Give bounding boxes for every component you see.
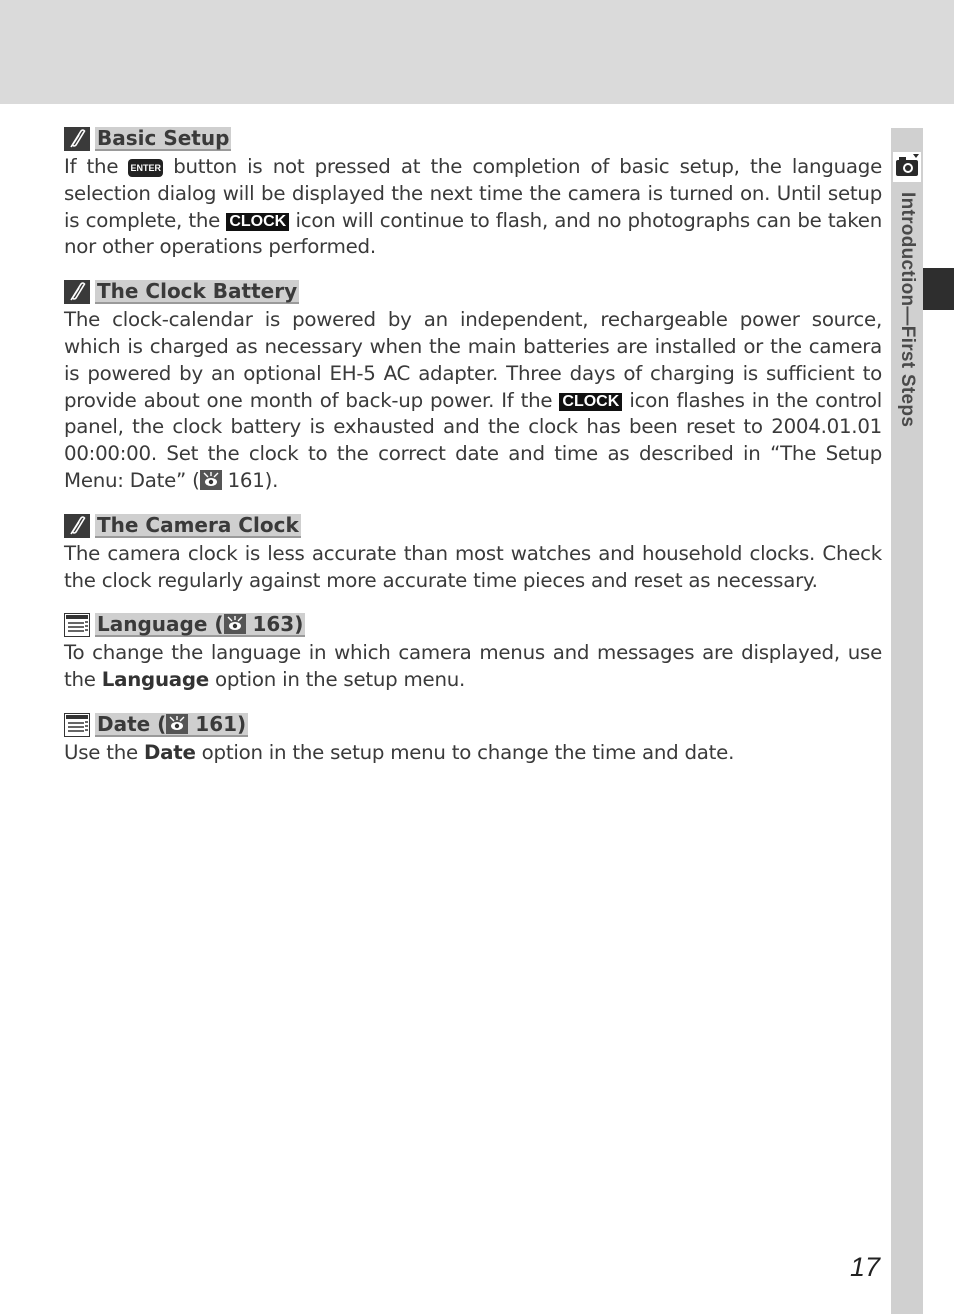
section-title [95,713,248,737]
section-body [64,154,882,261]
body-text: option in the setup menu. [208,668,466,692]
section-heading [64,513,882,539]
page-reference-icon [200,470,222,490]
pencil-note-icon [64,127,90,151]
page-reference-icon [166,714,188,734]
section-title: The Camera Clock [97,512,299,537]
section-camera-clock [64,513,882,595]
page-content [64,126,882,785]
menu-option-name: Language [101,668,209,692]
enter-button-icon: ENTER [128,159,163,177]
body-text: button is not pressed at the completion of basic setup, the language selection dialog will be displayed the next time the camera is turned on. Until setup is complete, the [64,155,882,232]
pencil-note-icon [64,514,90,538]
section-body [64,740,882,767]
section-clock-battery [64,279,882,495]
section-body: The camera clock is less accurate than most watches and household clocks. Check the clock regularly against more accurate time pieces and reset as necessary. [64,541,882,592]
section-heading [64,712,882,738]
title-text: Language ( [97,612,224,637]
clock-icon: CLOCK [559,393,622,411]
section-body [64,307,882,495]
setup-menu-icon [64,713,90,737]
body-text: option in the setup menu to change the time and date. [195,740,735,764]
menu-option-name: Date [144,740,196,764]
section-date [64,712,882,767]
pencil-note-icon [64,280,90,304]
section-body [64,640,882,694]
body-text: The clock-calendar is powered by an independent, rechargeable power source, which is charged as necessary when the main batteries are installed or the camera is powered by an optional EH-5 AC adapter. Three days of charging is sufficient to provide about one month of back-up power. If the [64,308,882,412]
setup-menu-icon [64,613,90,637]
camera-chapter-icon [893,152,921,182]
body-text: 161). [221,468,279,492]
body-text: icon flashes in the control panel, the clock battery is exhausted and the clock has been reset to 2004.01.01 00:00:00. Set the clock to the correct date and time as described in “The Setup Menu: Date” ( [64,388,882,492]
section-basic-setup [64,126,882,261]
title-text: 161) [188,711,247,736]
section-language [64,612,882,694]
page-number: 17 [850,1252,881,1282]
chapter-title: Introduction—First Steps [897,192,918,428]
section-title [95,613,305,637]
body-text: icon will continue to flash, and no photographs can be taken nor other operations performed. [64,208,882,259]
body-text: To change the language in which camera menus and messages are displayed, use the [64,641,882,692]
section-title: Basic Setup [97,126,230,150]
section-heading [64,612,882,638]
title-text: 163) [245,612,304,637]
page-reference-icon [224,614,246,634]
body-text: Use the [64,740,144,764]
section-title: The Clock Battery [97,279,298,304]
section-heading [64,126,882,152]
body-text: If the [64,155,129,178]
title-text: Date ( [97,711,167,736]
top-gray-band [0,0,954,104]
chapter-tab-marker [923,268,954,310]
section-heading [64,279,882,305]
clock-icon: CLOCK [226,213,289,231]
